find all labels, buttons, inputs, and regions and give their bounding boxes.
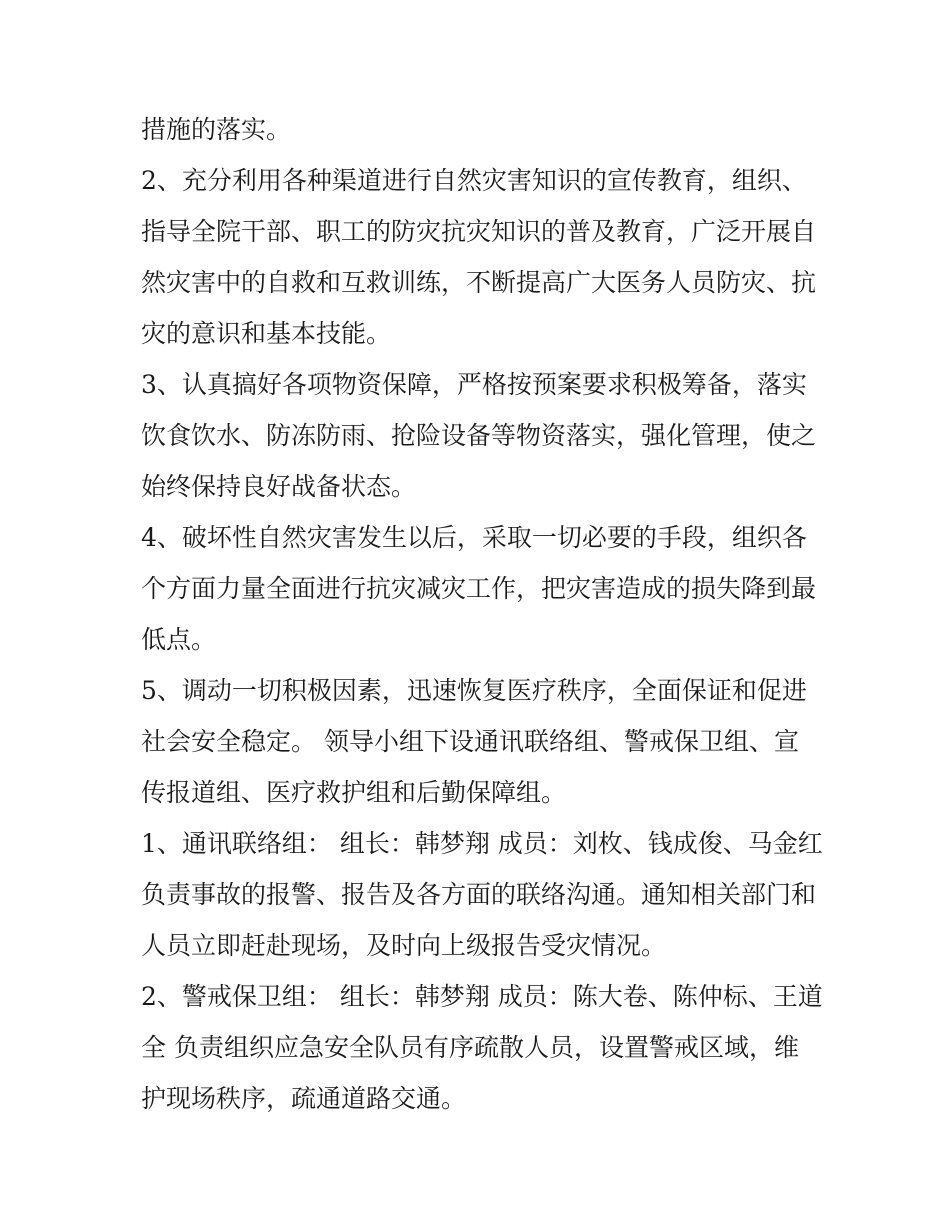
text-line: 全 负责组织应急安全队员有序疏散人员，设置警戒区域，维	[141, 1033, 799, 1062]
text-line: 5、调动一切积极因素，迅速恢复医疗秩序，全面保证和促进	[141, 676, 807, 705]
text-line: 2、警戒保卫组： 组长：韩梦翔 成员：陈大卷、陈仲标、王道	[141, 982, 823, 1011]
text-line: 负责事故的报警、报告及各方面的联络沟通。通知相关部门和	[141, 880, 817, 909]
text-line: 个方面力量全面进行抗灾减灾工作，把灾害造成的损失降到最	[141, 574, 817, 603]
text-line: 传报道组、医疗救护组和后勤保障组。	[141, 778, 567, 807]
document-body	[141, 104, 821, 1124]
text-line: 4、破坏性自然灾害发生以后，采取一切必要的手段，组织各	[141, 523, 807, 552]
text-line: 措施的落实。	[141, 115, 292, 144]
text-line: 低点。	[141, 625, 217, 654]
text-line: 然灾害中的自救和互救训练，不断提高广大医务人员防灾、抗	[141, 268, 817, 297]
text-line: 1、通讯联络组： 组长：韩梦翔 成员：刘枚、钱成俊、马金红	[141, 829, 823, 858]
text-line: 指导全院干部、职工的防灾抗灾知识的普及教育，广泛开展自	[141, 217, 817, 246]
text-line: 人员立即赶赴现场，及时向上级报告受灾情况。	[141, 931, 667, 960]
text-line: 饮食饮水、防冻防雨、抢险设备等物资落实，强化管理，使之	[141, 421, 817, 450]
text-line: 护现场秩序，疏通道路交通。	[141, 1084, 467, 1113]
text-line: 2、充分利用各种渠道进行自然灾害知识的宣传教育，组织、	[141, 166, 807, 195]
text-line: 始终保持良好战备状态。	[141, 472, 417, 501]
text-line: 灾的意识和基本技能。	[141, 319, 392, 348]
text-line: 社会安全稳定。 领导小组下设通讯联络组、警戒保卫组、宣	[141, 727, 799, 756]
text-line: 3、认真搞好各项物资保障，严格按预案要求积极筹备，落实	[141, 370, 807, 399]
